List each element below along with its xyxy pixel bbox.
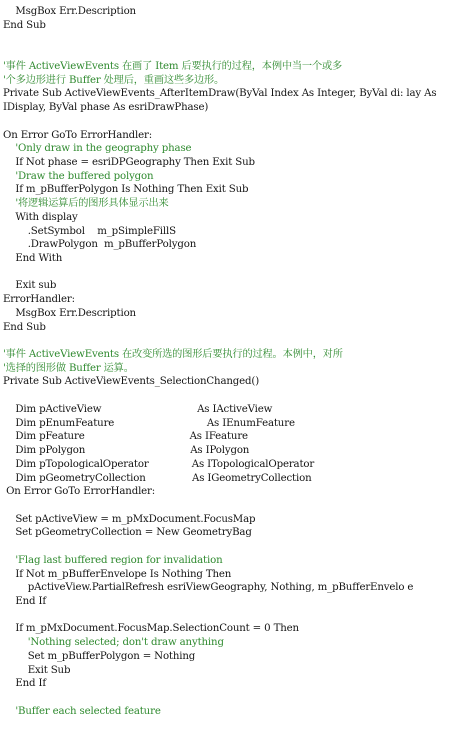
code-line: End With (3, 253, 63, 264)
blank-line (3, 32, 464, 46)
code-line: Dim pFeature As IFeature (3, 431, 248, 443)
comment-line: 'Flag last buffered region for invalidation (3, 554, 223, 566)
code-line: pActiveView.PartialRefresh esriViewGeography, Nothing, m_pBufferEnvelo e (3, 582, 414, 594)
code-line: IDisplay, ByVal phase As esriDrawPhase) (3, 102, 209, 113)
code-line: Set pGeometryCollection = New GeometryBag (3, 527, 252, 539)
code-line: Set m_pBufferPolygon = Nothing (3, 650, 196, 662)
blank-line (3, 691, 464, 705)
comment-line: 'Draw the buffered polygon (3, 170, 154, 182)
blank-line (3, 499, 464, 513)
code-line: Private Sub ActiveViewEvents_SelectionChanged() (3, 376, 260, 388)
code-line: Private Sub ActiveViewEvents_AfterItemDraw(ByVal Index As Integer, ByVal di: lay As (3, 88, 437, 100)
comment-line: 'Buffer each selected feature (3, 705, 161, 717)
blank-line (3, 334, 464, 348)
code-line: Dim pTopologicalOperator As ITopologicalOperator (3, 458, 315, 470)
code-line: With display (3, 211, 78, 223)
code-line: If Not phase = esriDPGeography Then Exit Sub (3, 156, 255, 168)
code-line: .DrawPolygon m_pBufferPolygon (3, 239, 197, 251)
code-line: End If (3, 678, 47, 690)
blank-line (3, 266, 464, 280)
code-line: Dim pGeometryCollection As IGeometryCollection (3, 472, 312, 484)
code-line: Set pActiveView = m_pMxDocument.FocusMap (3, 513, 256, 525)
comment-line: '个多边形进行 Buffer 处理后，重画这些多边形。 (3, 74, 225, 86)
code-line: If m_pBufferPolygon Is Nothing Then Exit Sub (3, 184, 249, 196)
comment-line: '事件 ActiveViewEvents 在改变所选的图形后要执行的过程。本例中，对所 (3, 349, 343, 360)
code-line: End Sub (3, 19, 46, 31)
code-line: MsgBox Err.Description (3, 6, 136, 17)
blank-line (3, 609, 464, 623)
code-line: .SetSymbol m_pSimpleFillS (3, 225, 176, 237)
code-line: MsgBox Err.Description (3, 307, 136, 319)
code-line: On Error GoTo ErrorHandler: (3, 129, 152, 141)
blank-line (3, 115, 464, 129)
comment-line: 'Only draw in the geography phase (3, 143, 192, 155)
code-line: End If (3, 596, 47, 607)
comment-line: '事件 ActiveViewEvents 在画了 Item 后要执行的过程，本例中当一个或多 (3, 60, 343, 72)
code-line: On Error GoTo ErrorHandler: (3, 486, 156, 498)
code-line: Exit sub (3, 280, 57, 292)
blank-line (3, 389, 464, 403)
comment-line: '将逻辑运算后的图形具体显示出来 (3, 198, 169, 210)
blank-line (3, 540, 464, 554)
code-line: Dim pPolygon As IPolygon (3, 445, 250, 456)
code-line: Dim pActiveView As IActiveView (3, 403, 273, 415)
code-line: If Not m_pBufferEnvelope Is Nothing Then (3, 568, 232, 580)
code-line: Exit Sub (3, 664, 71, 676)
comment-line: 'Nothing selected; don't draw anything (3, 637, 224, 649)
code-line: ErrorHandler: (3, 294, 75, 306)
comment-line: '选择的图形做 Buffer 运算。 (3, 362, 134, 374)
code-line: If m_pMxDocument.FocusMap.SelectionCount = 0 Then (3, 623, 299, 635)
blank-line (3, 46, 464, 60)
code-line: Dim pEnumFeature As IEnumFeature (3, 417, 295, 429)
code-line: End Sub (3, 321, 46, 333)
